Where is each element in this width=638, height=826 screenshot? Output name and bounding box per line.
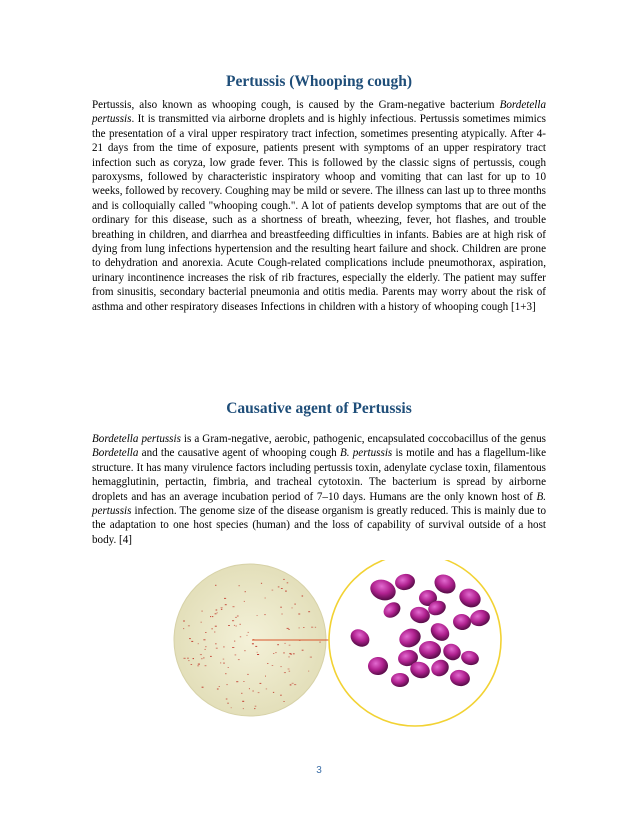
bacterium-dot (311, 627, 313, 628)
bacterium-dot (294, 684, 296, 685)
bacterium-dot (215, 613, 217, 614)
bacterium-dot (227, 703, 229, 704)
bacterium-dot (247, 674, 249, 675)
bacterium-dot (265, 676, 266, 677)
bacterium-dot (201, 611, 203, 612)
bacterium-dot (240, 636, 241, 637)
section-heading-causative-agent: Causative agent of Pertussis (226, 400, 412, 417)
bacterium-dot (244, 650, 245, 651)
bacterium-dot (242, 701, 244, 702)
bacterium-dot (319, 642, 321, 643)
bacterium-dot (191, 641, 193, 642)
bacterium-dot (310, 657, 312, 658)
italic-term: Bordetella (92, 447, 139, 460)
text-run: infection. The genome size of the disease organism is greatly reduced. This is mainly due to the adaptation to one host species (human) and the loss of capability of survival outside of a host body. [4] (92, 505, 546, 546)
bacterium-dot (252, 643, 254, 644)
bacterium-dot (210, 616, 211, 617)
bacterium-dot (203, 657, 204, 658)
bacterium-dot (257, 652, 258, 653)
bacterium-dot (215, 585, 216, 586)
bacterium-dot (239, 585, 240, 586)
bacterium-dot (308, 611, 310, 612)
bacterium-dot (275, 652, 276, 653)
bacterium-dot (288, 629, 290, 630)
bacterium-dot (212, 616, 213, 617)
bacterium-dot (299, 627, 300, 628)
bacterium-dot (273, 653, 274, 654)
bacterium-dot (292, 607, 293, 608)
bacterium-dot (198, 664, 200, 665)
bacterium-dot (257, 654, 259, 655)
bacterium-dot (245, 591, 246, 592)
text-run: . It is transmitted via airborne droplets and is highly infectious. Pertussis sometimes mimics the presentation of a viral upper respiratory tract infection, sometimes presenting atypically. After 4-21 days from the time of exposure, patients present with symptoms of an upper respiratory tract infection such as coryza, low grade fever. This is followed by the classic signs of pertussis, cough paroxysms, followed by characteristic inspiratory whoop and vomiting that can last for up to 10 weeks, followed by recovery. Coughing may be mild or severe. The illness can last up to three months and is colloquially called "whooping cough.". A lot of patients develop symptoms that are out of the ordinary for this disease, such as a shortness of breath, wheezing, fever, hot flashes, and trouble breathing in children, and diarrhea and breastfeeding difficulties in infants. Babies are at high risk of dying from lung infections hypertension and the resulting heart failure and shock. Children are prone to dehydration and anorexia. Acute Cough-related complications include pneumothorax, aspiration, urinary incontinence increases the risk of rib fractures, especially the elderly. The patient may suffer from sinusitis, secondary bacterial pneumonia and otitis media. Parents may worry about the risk of asthma and other respiratory diseases Infections in children with a history of whooping cough [1+3] (92, 113, 546, 313)
bacterium-dot (232, 620, 234, 621)
bacterium-dot (281, 588, 283, 589)
bacterium-dot (293, 653, 295, 654)
bacterium-dot (225, 604, 227, 605)
italic-term: B. pertussis (339, 447, 393, 460)
bacterium-dot (204, 649, 206, 650)
bacterium-dot (258, 692, 260, 693)
bacterium-dot (277, 644, 279, 645)
bacterium-dot (235, 654, 237, 655)
bacterium-dot (228, 625, 230, 626)
bacterium-dot (219, 686, 220, 687)
causative-agent-paragraph (92, 432, 546, 547)
bacterium-dot (302, 596, 304, 597)
bacterium-dot (228, 667, 229, 668)
bacterium-dot (267, 663, 268, 664)
coccobacillus-cell (391, 673, 409, 687)
bacterium-dot (244, 601, 245, 602)
italic-term: Bordetella pertussis (92, 99, 546, 126)
bacterium-dot (189, 638, 191, 639)
bacterium-dot (302, 650, 304, 651)
bacterium-dot (226, 699, 228, 700)
bacterium-dot (241, 693, 242, 694)
bacterium-dot (272, 665, 274, 666)
bacteria-illustration (0, 560, 638, 760)
bacterium-dot (281, 614, 282, 615)
bacterium-dot (287, 582, 289, 583)
bacterium-dot (224, 598, 226, 599)
bacterium-dot (281, 666, 282, 667)
bacterium-dot (191, 664, 193, 665)
bacterium-dot (235, 617, 237, 618)
bacterium-dot (202, 687, 204, 688)
bacterium-dot (254, 708, 255, 709)
bacterium-dot (221, 609, 222, 610)
bacterium-dot (238, 659, 240, 660)
text-run: and the causative agent of whooping cough (138, 447, 340, 460)
bacterium-dot (294, 604, 295, 605)
bacterium-dot (188, 625, 190, 626)
bacterium-dot (193, 658, 194, 659)
bacterium-dot (278, 586, 280, 587)
bacterium-dot (201, 658, 202, 659)
bacterium-dot (290, 684, 292, 685)
bacterium-dot (183, 621, 185, 622)
bacterium-dot (289, 653, 290, 654)
bacterium-dot (210, 656, 212, 657)
bacterium-dot (237, 616, 239, 617)
bacterium-dot (284, 672, 286, 673)
text-run: Pertussis, also known as whooping cough, is caused by the Gram-negative bacterium (92, 99, 500, 111)
bacterium-dot (188, 660, 190, 661)
bacterium-dot (234, 641, 235, 642)
bacterium-dot (287, 628, 289, 629)
bacterium-dot (221, 607, 223, 608)
bacterium-dot (215, 626, 217, 627)
bacterium-dot (283, 701, 285, 702)
bacterium-dot (283, 652, 285, 653)
bacterium-dot (249, 688, 250, 689)
bacterium-dot (183, 628, 184, 629)
bacterium-dot (247, 635, 248, 636)
bacterium-dot (255, 706, 257, 707)
text-run: is motile and has a flagellum-like structure. It has many virulence factors including pertussis toxin, adenylate cyclase toxin, filamentous hemagglutinin, pertactin, fimbria, and tracheal cytotoxin. The bacterium is spread by airborne droplets and has an average incubation period of 7–10 days. Humans are the only known host of (92, 447, 546, 503)
bacterium-dot (289, 671, 291, 672)
bacterium-dot (217, 612, 218, 613)
bacterium-dot (273, 692, 274, 693)
bacterium-dot (216, 648, 218, 649)
bacterium-dot (289, 645, 291, 646)
bacterium-dot (298, 614, 300, 615)
bacterium-dot (265, 598, 266, 599)
bacterium-dot (227, 684, 228, 685)
bacterium-dot (243, 708, 244, 709)
bacterium-dot (198, 643, 199, 644)
bacterium-dot (236, 681, 238, 682)
page-title: Pertussis (Whooping cough) (225, 73, 413, 90)
italic-term: B. pertussis (92, 490, 546, 518)
text-run: is a Gram-negative, aerobic, pathogenic, encapsulated coccobacillus of the genus (180, 433, 546, 445)
bacterium-dot (203, 639, 205, 640)
bacterium-dot (205, 646, 206, 647)
bacterium-dot (243, 681, 244, 682)
bacterium-dot (303, 627, 304, 628)
bacterium-dot (233, 606, 235, 607)
bacterium-dot (315, 627, 316, 628)
bacterium-dot (214, 632, 215, 633)
bacterium-dot (216, 610, 218, 611)
bacterium-dot (223, 659, 225, 660)
bacterium-dot (232, 647, 234, 648)
intro-paragraph (92, 98, 546, 314)
bacterium-dot (187, 658, 189, 659)
bacterium-dot (272, 590, 274, 591)
bacterium-dot (197, 665, 199, 666)
bacterium-dot (288, 669, 290, 670)
bacterium-dot (234, 625, 235, 626)
bacterium-dot (201, 622, 202, 623)
bacterium-dot (292, 683, 294, 684)
bacterium-dot (264, 614, 265, 615)
bacterium-dot (212, 628, 213, 629)
bacterium-dot (184, 658, 186, 659)
bacterium-dot (223, 646, 225, 647)
bacterium-dot (308, 671, 309, 672)
italic-term: Bordetella pertussis (92, 433, 181, 445)
bacterium-dot (217, 689, 219, 690)
bacterium-dot (283, 579, 285, 580)
bacterium-dot (285, 591, 287, 592)
bacterium-dot (248, 632, 249, 633)
bacterium-dot (255, 646, 257, 647)
bacterium-dot (225, 673, 226, 674)
bacterium-dot (205, 632, 206, 633)
bacterium-dot (288, 656, 289, 657)
bacterium-dot (220, 662, 221, 663)
bacterium-dot (200, 654, 202, 655)
bacterium-dot (215, 643, 217, 644)
bacterium-dot (285, 643, 286, 644)
bacterium-dot (260, 683, 262, 684)
bacterium-dot (261, 583, 262, 584)
bacterium-dot (252, 691, 254, 692)
bacterium-dot (205, 665, 207, 666)
bacterium-dot (239, 624, 241, 625)
bacterium-dot (266, 688, 267, 689)
bacterium-dot (280, 607, 282, 608)
page-number: 3 (316, 765, 322, 776)
bacterium-dot (231, 707, 232, 708)
bacterium-dot (257, 615, 258, 616)
bacterium-dot (280, 695, 282, 696)
bacterium-dot (223, 663, 224, 664)
bacterium-dot (235, 626, 237, 627)
